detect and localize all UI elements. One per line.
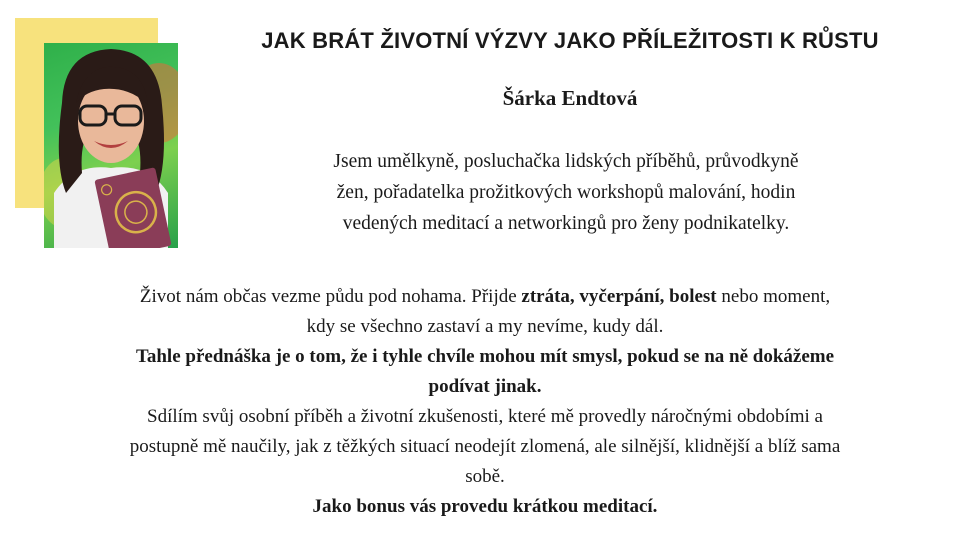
intro-highlight: ztráta, vyčerpání, bolest bbox=[521, 286, 717, 307]
bonus-line: Jako bonus vás provedu krátkou meditací. bbox=[312, 496, 658, 517]
intro-text-before: Život nám občas vezme půdu pod nohama. Přijde bbox=[139, 286, 522, 307]
bio-line: vedených meditací a networkingů pro ženy podnikatelky. bbox=[342, 213, 790, 234]
speaker-portrait-photo bbox=[44, 43, 178, 248]
talk-description bbox=[20, 282, 950, 522]
intro-text-after: nebo moment, bbox=[716, 286, 831, 307]
story-line-2: postupně mě naučily, jak z těžkých situací neodejít zlomená, ale silnější, klidnější a blíž sama bbox=[129, 436, 841, 457]
bio-line: Jsem umělkyně, posluchačka lidských příběhů, průvodkyně bbox=[333, 151, 799, 172]
portrait-illustration bbox=[44, 43, 178, 248]
bio-line: žen, pořadatelka prožitkových workshopů malování, hodin bbox=[336, 182, 796, 203]
intro-line-1 bbox=[20, 282, 950, 312]
story-line-3: sobě. bbox=[465, 466, 505, 487]
emphasis-line-1: Tahle přednáška je o tom, že i tyhle chvíle mohou mít smysl, pokud se na ně dokážeme bbox=[135, 346, 835, 367]
emphasis-line-2: podívat jinak. bbox=[428, 376, 542, 397]
author-bio bbox=[246, 146, 886, 239]
story-line-1: Sdílím svůj osobní příběh a životní zkušenosti, které mě provedly náročnými obdobími a bbox=[147, 406, 823, 427]
page-title: JAK BRÁT ŽIVOTNÍ VÝZVY JAKO PŘÍLEŽITOSTI K RŮSTU bbox=[261, 28, 879, 53]
author-name: Šárka Endtová bbox=[502, 86, 638, 110]
intro-line-2: kdy se všechno zastaví a my nevíme, kudy dál. bbox=[306, 316, 664, 337]
